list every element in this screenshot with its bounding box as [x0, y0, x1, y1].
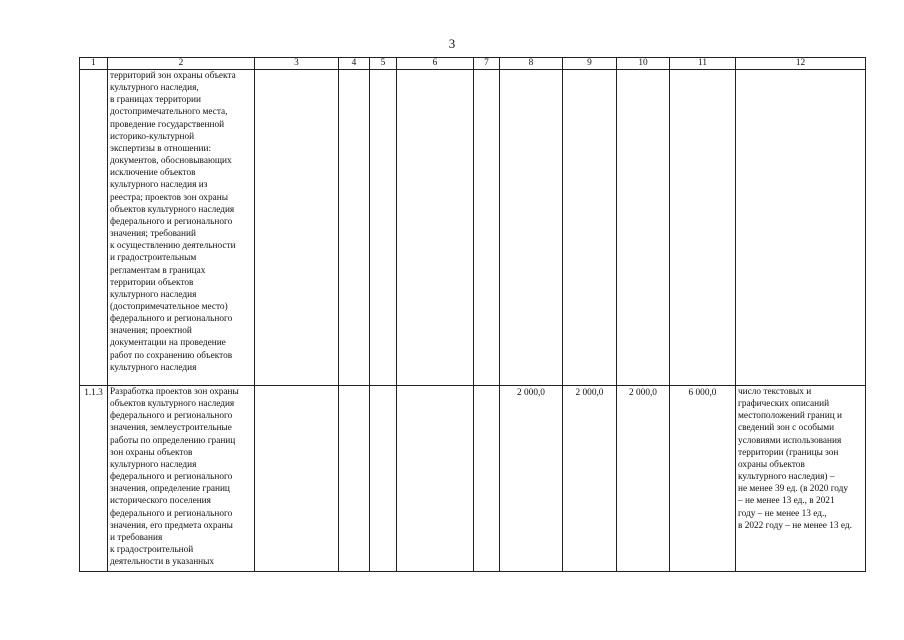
table-cell — [339, 70, 370, 386]
column-header: 11 — [670, 58, 736, 70]
column-header: 8 — [500, 58, 563, 70]
column-header: 10 — [617, 58, 670, 70]
table-cell — [255, 70, 339, 386]
table-cell — [474, 386, 500, 572]
table-cell — [397, 386, 474, 572]
column-header: 5 — [370, 58, 397, 70]
column-header: 4 — [339, 58, 370, 70]
table-cell — [370, 386, 397, 572]
column-header: 6 — [397, 58, 474, 70]
table-cell — [397, 70, 474, 386]
row-description: территорий зон охраны объекта культурного наследия, в границах территории достопримечательного места, проведение государственной историко-культурной экспертизы в отношении: документов, обосновывающих исключение объектов культурного наследия из реестра; проектов зон охраны объектов культурного наследия федерального и регионального значения; требований к осуществлению деятельности и градостроительным регламентам в границах территории объектов культурного наследия (достопримечательное место) федерального и регионального значения; проектной документации на проведение работ по сохранению объектов культурного наследия — [108, 70, 255, 386]
row-description: Разработка проектов зон охраны объектов культурного наследия федерального и регионального значения, землеустроительные работы по определению границ зон охраны объектов культурного наследия федерального и регионального значения, определение границ исторического поселения федерального и регионального значения, его предмета охраны и требования к градостроительной деятельности в указанных — [108, 386, 255, 572]
table-cell — [617, 70, 670, 386]
table-cell — [339, 386, 370, 572]
table-row — [80, 70, 866, 386]
page-number: 3 — [448, 36, 456, 51]
table-row — [80, 386, 866, 572]
row-number: 1.1.3 — [80, 386, 108, 572]
column-header: 1 — [80, 58, 108, 70]
column-header: 3 — [255, 58, 339, 70]
table-cell — [474, 70, 500, 386]
table-cell — [563, 70, 617, 386]
table-cell — [370, 70, 397, 386]
result-indicator: число текстовых и графических описаний местоположений границ и сведений зон с особыми условиями использования территории (границы зон охраны объектов культурного наследия) – не менее 39 ед. (в 2020 году – не менее 13 ед., в 2021 году – не менее 13 ед., в 2022 году – не менее 13 ед. — [736, 386, 866, 572]
table-cell — [670, 70, 736, 386]
table-cell — [736, 70, 866, 386]
column-header: 9 — [563, 58, 617, 70]
column-header: 2 — [108, 58, 255, 70]
program-table — [79, 57, 866, 572]
column-header: 12 — [736, 58, 866, 70]
table-cell — [255, 386, 339, 572]
funding-2020: 2 000,0 — [500, 386, 563, 572]
funding-2021: 2 000,0 — [563, 386, 617, 572]
column-number-row — [80, 58, 866, 70]
funding-2022: 2 000,0 — [617, 386, 670, 572]
table-cell — [500, 70, 563, 386]
funding-total: 6 000,0 — [670, 386, 736, 572]
row-number — [80, 70, 108, 386]
column-header: 7 — [474, 58, 500, 70]
